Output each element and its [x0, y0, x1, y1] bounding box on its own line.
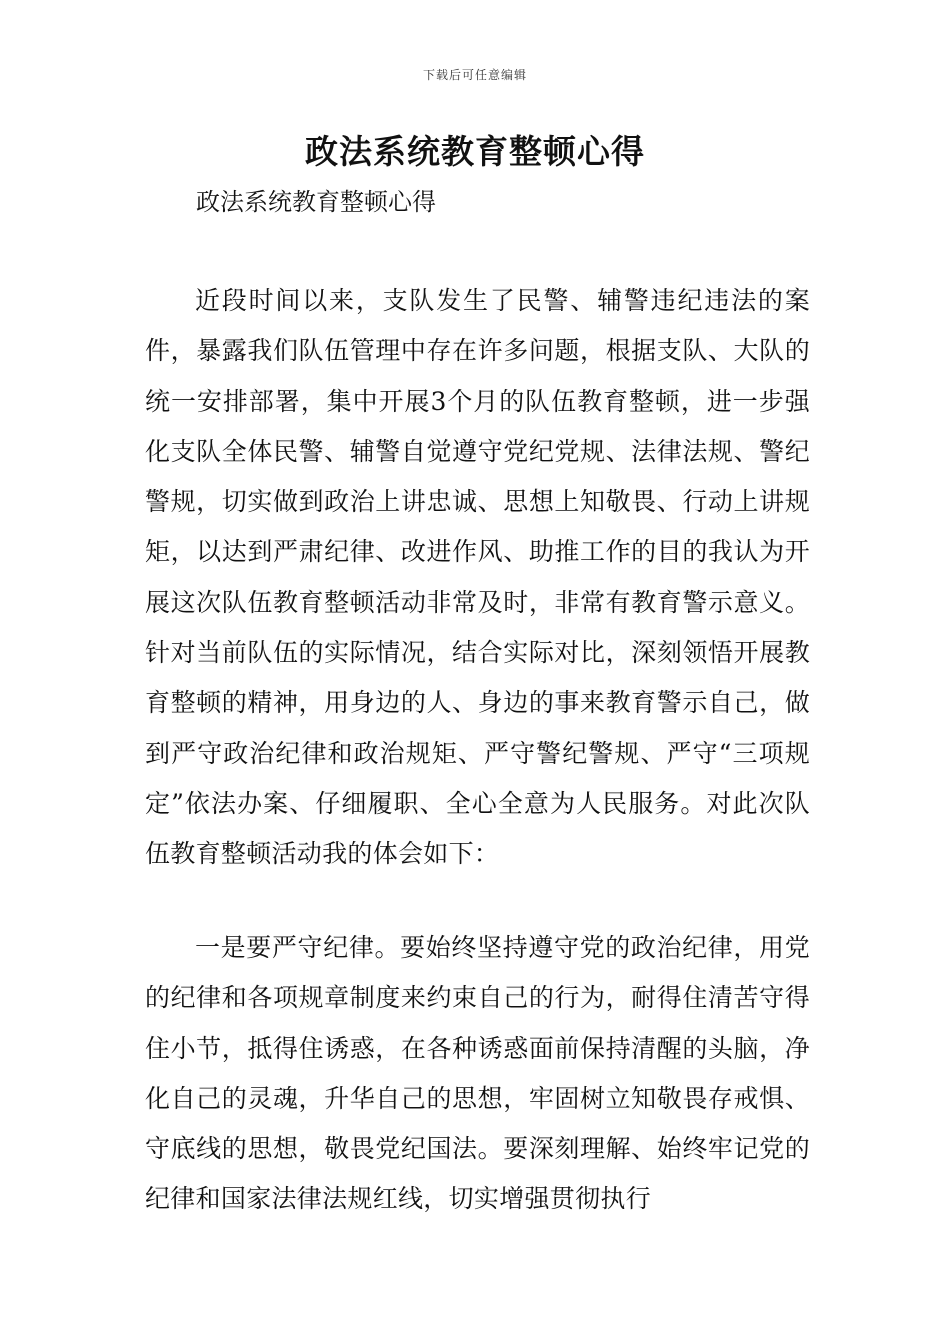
body-paragraph-1: 近段时间以来，支队发生了民警、辅警违纪违法的案件，暴露我们队伍管理中存在许多问题，根据支队、大队的统一安排部署，集中开展3个月的队伍教育整顿，进一步强化支队全体民警、辅警自觉遵守党纪党规、法律法规、警纪警规，切实做到政治上讲忠诚、思想上知敬畏、行动上讲规矩，以达到严肃纪律、改进作风、助推工作的目的我认为开展这次队伍教育整顿活动非常及时，非常有教育警示意义。针对当前队伍的实际情况，结合实际对比，深刻领悟开展教育整顿的精神，用身边的人、身边的事来教育警示自己，做到严守政治纪律和政治规矩、严守警纪警规、严守“三项规定”依法办案、仔细履职、全心全意为人民服务。对此次队伍教育整顿活动我的体会如下：	[145, 286, 810, 869]
document-title: 政法系统教育整顿心得	[305, 132, 645, 171]
body-paragraph-2: 一是要严守纪律。要始终坚持遵守党的政治纪律，用党的纪律和各项规章制度来约束自己的行为，耐得住清苦守得住小节，抵得住诱惑，在各种诱惑面前保持清醒的头脑，净化自己的灵魂，升华自己的思想，牢固树立知敬畏存戒惧、守底线的思想，敬畏党纪国法。要深刻理解、始终牢记党的纪律和国家法律法规红线，切实增强贯彻执行	[145, 933, 810, 1214]
header-note: 下载后可任意编辑	[422, 68, 527, 82]
document-subtitle: 政法系统教育整顿心得	[196, 188, 436, 216]
